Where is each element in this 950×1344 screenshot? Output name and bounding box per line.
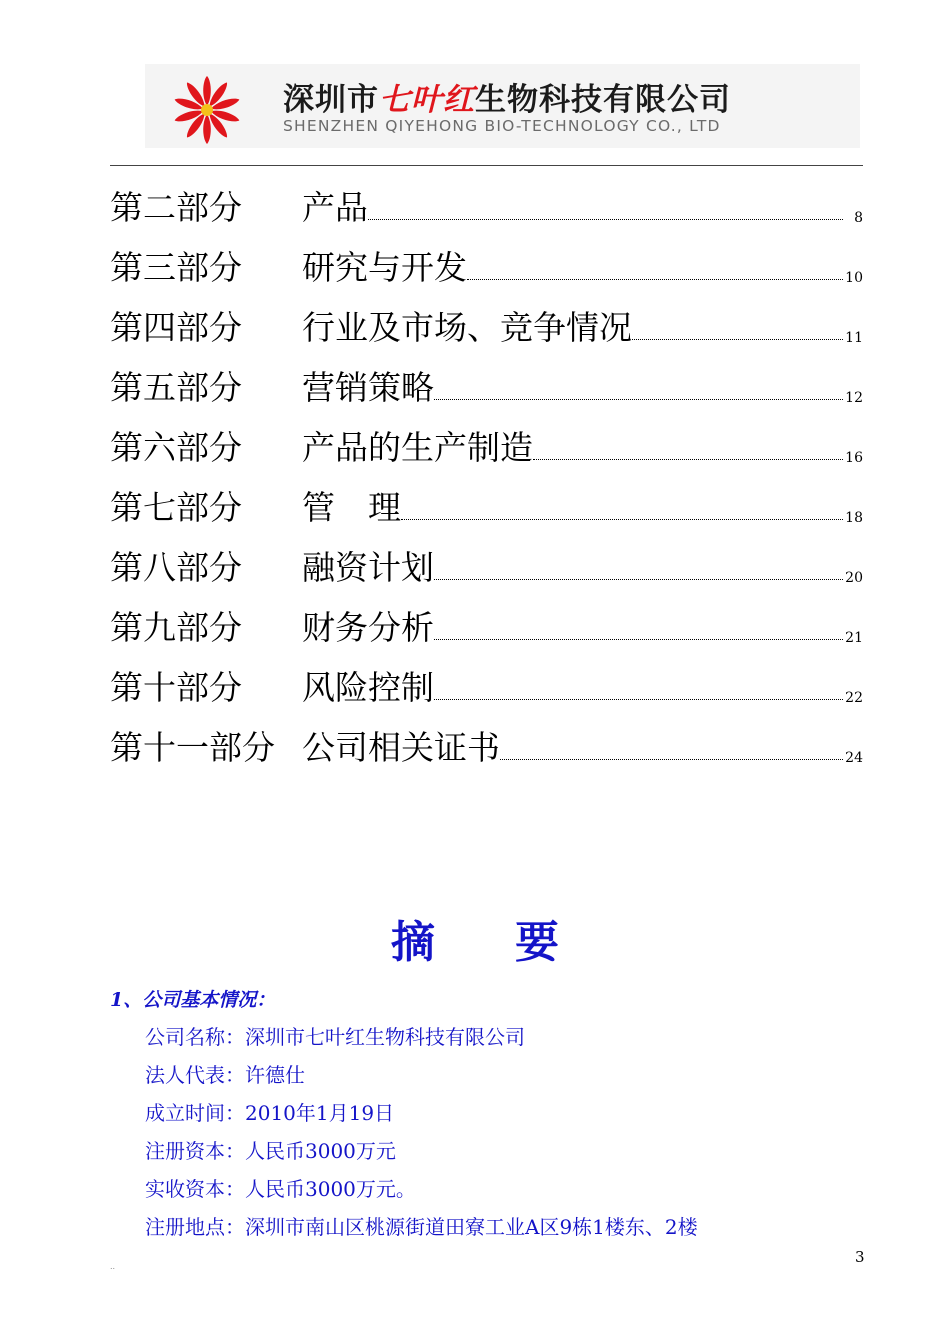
header-divider <box>110 165 863 166</box>
toc-title: 融资计划 <box>302 548 434 587</box>
toc-leader-dots <box>401 519 843 520</box>
red-flower-logo-icon <box>161 72 253 144</box>
toc-entry[interactable] <box>110 288 863 348</box>
toc-part: 第十一部分 <box>110 728 275 767</box>
company-brand-name: 七叶红 <box>379 82 475 118</box>
toc-title: 行业及市场、竞争情况 <box>302 308 632 347</box>
toc-entry[interactable] <box>110 708 863 768</box>
company-info <box>145 1018 698 1246</box>
toc-part: 第八部分 <box>110 548 242 587</box>
toc-part: 第六部分 <box>110 428 242 467</box>
info-line: 公司名称：深圳市七叶红生物科技有限公司 <box>145 1025 525 1049</box>
abstract-title: 摘要 <box>391 917 639 968</box>
toc-leader-dots <box>368 219 843 220</box>
info-line: 注册资本：人民币3000万元 <box>145 1139 396 1163</box>
toc-part: 第三部分 <box>110 248 242 287</box>
toc-leader-dots <box>632 339 843 340</box>
toc-leader-dots <box>434 699 843 700</box>
toc-part: 第二部分 <box>110 188 242 227</box>
table-of-contents <box>110 168 863 768</box>
toc-entry[interactable] <box>110 228 863 288</box>
toc-page-number: 12 <box>845 390 863 406</box>
toc-leader-dots <box>434 639 843 640</box>
toc-leader-dots <box>434 399 843 400</box>
toc-title: 管 理 <box>302 488 401 527</box>
info-line: 法人代表：许德仕 <box>145 1063 305 1087</box>
company-name-en: SHENZHEN QIYEHONG BIO-TECHNOLOGY CO., LTD <box>283 117 721 135</box>
toc-part: 第五部分 <box>110 368 242 407</box>
toc-leader-dots <box>467 279 843 280</box>
page-number: 3 <box>855 1248 865 1266</box>
toc-page-number: 16 <box>845 450 863 466</box>
toc-title: 风险控制 <box>302 668 434 707</box>
toc-entry[interactable] <box>110 648 863 708</box>
footer-mark: .. <box>110 1262 116 1271</box>
company-name-prefix: 深圳市 <box>283 82 379 118</box>
toc-page-number: 24 <box>845 750 863 766</box>
toc-leader-dots <box>533 459 843 460</box>
toc-entry[interactable] <box>110 408 863 468</box>
info-line: 注册地点：深圳市南山区桃源街道田寮工业A区9栋1楼东、2楼 <box>145 1215 698 1239</box>
company-letterhead <box>145 64 860 148</box>
toc-part: 第四部分 <box>110 308 242 347</box>
toc-entry[interactable] <box>110 528 863 588</box>
toc-leader-dots <box>434 579 843 580</box>
toc-title: 营销策略 <box>302 368 434 407</box>
toc-part: 第七部分 <box>110 488 242 527</box>
toc-title: 财务分析 <box>302 608 434 647</box>
toc-entry[interactable] <box>110 168 863 228</box>
toc-page-number: 10 <box>845 270 863 286</box>
toc-entry[interactable] <box>110 588 863 648</box>
toc-title: 产品的生产制造 <box>302 428 533 467</box>
toc-entry[interactable] <box>110 348 863 408</box>
toc-page-number: 21 <box>845 630 863 646</box>
company-name-cn <box>283 74 731 119</box>
toc-leader-dots <box>500 759 843 760</box>
toc-title: 产品 <box>302 188 368 227</box>
toc-page-number: 20 <box>845 570 863 586</box>
toc-part: 第十部分 <box>110 668 242 707</box>
section-heading: 1、公司基本情况： <box>110 989 276 1011</box>
toc-page-number: 8 <box>854 210 863 226</box>
toc-title: 公司相关证书 <box>302 728 500 767</box>
toc-page-number: 22 <box>845 690 863 706</box>
company-name-suffix: 生物科技有限公司 <box>475 82 731 118</box>
toc-page-number: 11 <box>845 330 863 346</box>
toc-part: 第九部分 <box>110 608 242 647</box>
toc-title: 研究与开发 <box>302 248 467 287</box>
toc-page-number: 18 <box>845 510 863 526</box>
toc-entry[interactable] <box>110 468 863 528</box>
info-line: 成立时间：2010年1月19日 <box>145 1101 395 1125</box>
info-line: 实收资本：人民币3000万元。 <box>145 1177 416 1201</box>
